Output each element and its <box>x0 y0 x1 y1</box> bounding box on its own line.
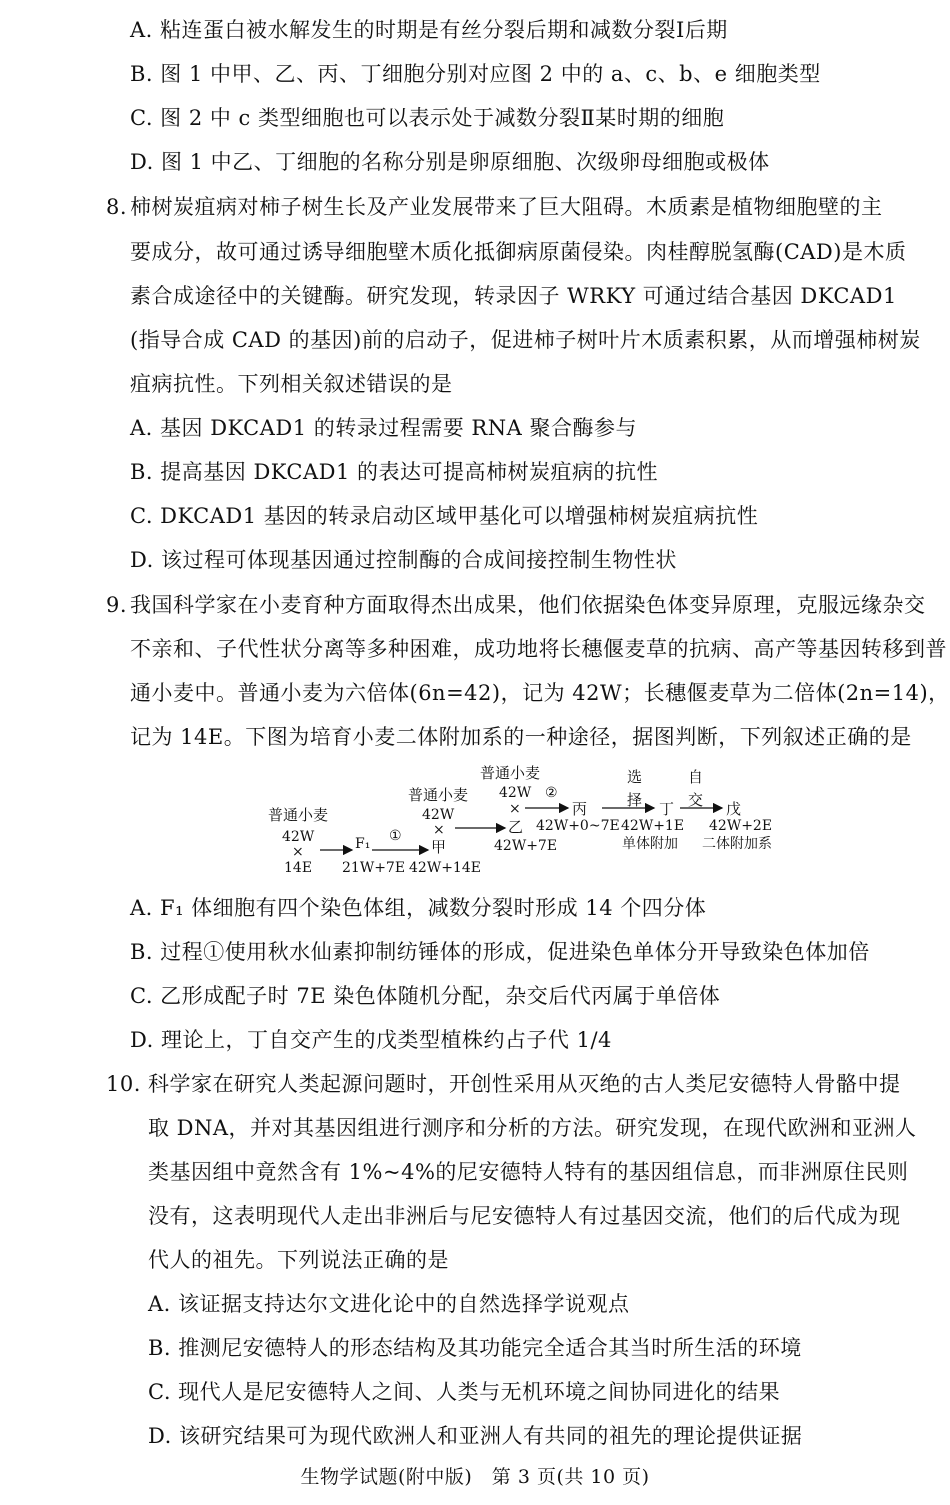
stem-text: 疽病抗性。下列相关叙述错误的是 <box>130 372 453 396</box>
q8-stem-line <box>0 230 950 274</box>
q10-stem-line <box>0 1238 950 1282</box>
question-number: 9. <box>106 593 128 617</box>
bing-label: 丙 <box>572 800 588 818</box>
option-text: B. 推测尼安德特人的形态结构及其功能完全适合其当时所生活的环境 <box>148 1336 802 1360</box>
q8-stem-line <box>0 362 950 406</box>
q9-stem-line <box>0 671 950 715</box>
q8-option-c <box>0 494 950 538</box>
option-text: D. 理论上，丁自交产生的戊类型植株约占子代 1/4 <box>130 1028 612 1052</box>
q9-option-b <box>0 930 950 974</box>
option-text: A. 基因 DKCAD1 的转录过程需要 RNA 聚合酶参与 <box>130 416 637 440</box>
q9-option-c <box>0 974 950 1018</box>
wu-genome: 42W+2E <box>709 818 773 834</box>
stem-text: 代人的祖先。下列说法正确的是 <box>148 1248 449 1272</box>
self-label-1: 自 <box>688 768 704 786</box>
option-text: D. 图 1 中乙、丁细胞的名称分别是卵原细胞、次级卵母细胞或极体 <box>130 150 770 174</box>
page-footer: 生物学试题(附中版) 第 3 页(共 10 页) <box>300 1466 650 1488</box>
option-text: C. 图 2 中 c 类型细胞也可以表示处于减数分裂Ⅱ某时期的细胞 <box>130 106 725 130</box>
stem-text: 通小麦中。普通小麦为六倍体(6n=42)，记为 42W；长穗偃麦草为二倍体(2n=14)， <box>130 681 950 705</box>
option-text: D. 该研究结果可为现代欧洲人和亚洲人有共同的祖先的理论提供证据 <box>148 1424 803 1448</box>
bing-genome: 42W+0~7E <box>536 818 620 834</box>
step-1-label: ① <box>389 828 402 844</box>
q9-stem-line <box>0 583 950 627</box>
q10-option-d <box>0 1414 950 1458</box>
q7-option-c <box>0 96 950 140</box>
jia-label: 甲 <box>431 838 447 856</box>
q7-option-a <box>0 8 950 52</box>
parent-genome-e: 14E <box>284 860 313 876</box>
q10-stem-line <box>0 1106 950 1150</box>
option-text: C. 现代人是尼安德特人之间、人类与无机环境之间协同进化的结果 <box>148 1380 781 1404</box>
parent-genome-w: 42W <box>282 829 315 845</box>
jia-genome: 42W+14E <box>409 860 481 876</box>
option-text: D. 该过程可体现基因通过控制酶的合成间接控制生物性状 <box>130 548 677 572</box>
select-label-2: 择 <box>627 791 643 809</box>
q8-option-b <box>0 450 950 494</box>
option-text: A. 该证据支持达尔文进化论中的自然选择学说观点 <box>148 1292 630 1316</box>
option-text: C. DKCAD1 基因的转录启动区域甲基化可以增强柿树炭疽病抗性 <box>130 504 759 528</box>
q10-option-c <box>0 1370 950 1414</box>
ding-genome: 42W+1E <box>621 818 685 834</box>
stem-text: 要成分，故可通过诱导细胞壁木质化抵御病原菌侵染。肉桂醇脱氢酶(CAD)是木质 <box>130 240 907 264</box>
q9-option-a <box>0 886 950 930</box>
stem-text: 取 DNA，并对其基因组进行测序和分析的方法。研究发现，在现代欧洲和亚洲人 <box>148 1116 917 1140</box>
f1-label: F₁ <box>355 836 371 852</box>
yi-genome: 42W+7E <box>494 838 558 854</box>
question-number: 8. <box>106 195 128 219</box>
stem-text: (指导合成 CAD 的基因)前的启动子，促进柿子树叶片木质素积累，从而增强柿树炭 <box>130 328 921 352</box>
stem-text: 素合成途径中的关键酶。研究发现，转录因子 WRKY 可通过结合基因 DKCAD1 <box>130 284 897 308</box>
f1-genome: 21W+7E <box>342 860 406 876</box>
option-text: A. 粘连蛋白被水解发生的时期是有丝分裂后期和减数分裂Ⅰ后期 <box>130 18 728 42</box>
wheat-label: 普通小麦 <box>268 806 329 824</box>
select-label-1: 选 <box>627 768 643 786</box>
q10-stem-line <box>0 1062 950 1106</box>
q9-stem-line <box>0 715 950 759</box>
question-number: 10. <box>106 1072 141 1096</box>
q8-stem-line <box>0 318 950 362</box>
yi-label: 乙 <box>508 818 524 836</box>
option-text: C. 乙形成配子时 7E 染色体随机分配，杂交后代丙属于单倍体 <box>130 984 721 1008</box>
wu-description: 二体附加系 <box>702 836 772 852</box>
q10-option-a <box>0 1282 950 1326</box>
option-text: B. 提高基因 DKCAD1 的表达可提高柿树炭疽病的抗性 <box>130 460 659 484</box>
option-text: A. F₁ 体细胞有四个染色体组，减数分裂时形成 14 个四分体 <box>130 896 707 920</box>
stem-text: 柿树炭疽病对柿子树生长及产业发展带来了巨大阻碍。木质素是植物细胞壁的主 <box>130 195 883 219</box>
q10-option-b <box>0 1326 950 1370</box>
ding-label: 丁 <box>659 800 675 818</box>
q8-stem-line <box>0 274 950 318</box>
cross-sign-2: × <box>433 822 445 838</box>
cross-2-genome-w: 42W <box>422 807 455 823</box>
option-text: B. 过程①使用秋水仙素抑制纺锤体的形成，促进染色单体分开导致染色体加倍 <box>130 940 870 964</box>
stem-text: 类基因组中竟然含有 1%~4%的尼安德特人特有的基因组信息，而非洲原住民则 <box>148 1160 909 1184</box>
breeding-pathway-diagram <box>250 762 810 887</box>
wu-label: 戊 <box>726 800 742 818</box>
ding-description: 单体附加 <box>622 836 678 852</box>
self-label-2: 交 <box>688 791 704 809</box>
option-text: B. 图 1 中甲、乙、丙、丁细胞分别对应图 2 中的 a、c、b、e 细胞类型 <box>130 62 821 86</box>
wheat-label-3: 普通小麦 <box>480 764 541 782</box>
stem-text: 记为 14E。下图为培育小麦二体附加系的一种途径，据图判断，下列叙述正确的是 <box>130 725 912 749</box>
q9-option-d <box>0 1018 950 1062</box>
stem-text: 不亲和、子代性状分离等多种困难，成功地将长穗偃麦草的抗病、高产等基因转移到普 <box>130 637 947 661</box>
step-2-label: ② <box>545 785 558 801</box>
q10-stem-line <box>0 1194 950 1238</box>
stem-text: 科学家在研究人类起源问题时，开创性采用从灭绝的古人类尼安德特人骨骼中提 <box>148 1072 901 1096</box>
q8-option-a <box>0 406 950 450</box>
cross-sign-3: × <box>509 801 521 817</box>
q7-option-b <box>0 52 950 96</box>
q10-stem-line <box>0 1150 950 1194</box>
stem-text: 没有，这表明现代人走出非洲后与尼安德特人有过基因交流，他们的后代成为现 <box>148 1204 901 1228</box>
cross-3-genome-w: 42W <box>499 785 532 801</box>
q9-stem-line <box>0 627 950 671</box>
q7-option-d <box>0 140 950 184</box>
q8-stem-line <box>0 185 950 229</box>
cross-sign: × <box>292 844 304 860</box>
q8-option-d <box>0 538 950 582</box>
stem-text: 我国科学家在小麦育种方面取得杰出成果，他们依据染色体变异原理，克服远缘杂交 <box>130 593 926 617</box>
wheat-label-2: 普通小麦 <box>408 786 469 804</box>
